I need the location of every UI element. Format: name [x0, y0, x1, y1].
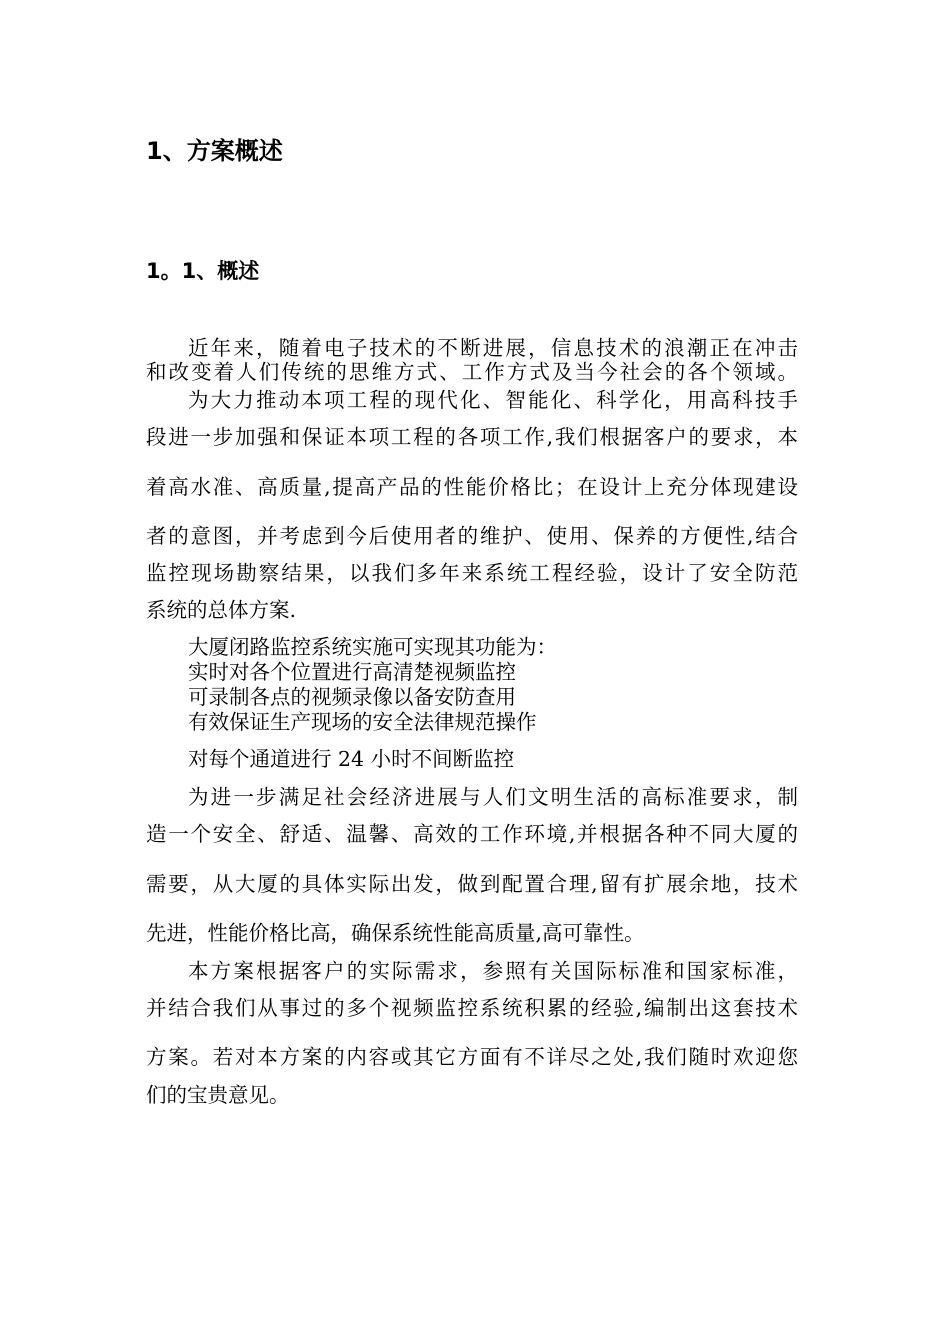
list-item: 可录制各点的视频录像以备安防查用 — [188, 685, 516, 709]
list-item: 有效保证生产现场的安全法律规范操作 — [188, 710, 537, 734]
paragraph-line: 为大力推动本项工程的现代化、智能化、科学化，用高科技手 — [188, 388, 798, 412]
paragraph-line: 本方案根据客户的实际需求，参照有关国际标准和国家标准， — [188, 959, 798, 983]
paragraph-line: 和改变着人们传统的思维方式、工作方式及当今社会的各个领域。 — [146, 360, 798, 384]
paragraph-line: 需要，从大厦的具体实际出发，做到配置合理,留有扩展余地，技术 — [146, 872, 798, 896]
subsection-heading: 1。1、概述 — [146, 259, 260, 283]
paragraph-line: 为进一步满足社会经济进展与人们文明生活的高标准要求，制 — [188, 785, 798, 809]
section-heading: 1、方案概述 — [146, 137, 283, 165]
paragraph-line: 造一个安全、舒适、温馨、高效的工作环境,并根据各种不同大厦的 — [146, 822, 798, 846]
paragraph-line: 方案。若对本方案的内容或其它方面有不详尽之处,我们随时欢迎您 — [146, 1045, 798, 1069]
paragraph-line: 着高水准、高质量,提高产品的性能价格比；在设计上充分体现建设 — [146, 475, 798, 499]
paragraph-line: 段进一步加强和保证本项工程的各项工作,我们根据客户的要求，本 — [146, 425, 798, 449]
paragraph-line: 者的意图，并考虑到今后使用者的维护、使用、保养的方便性,结合 — [146, 524, 798, 548]
paragraph-line: 近年来，随着电子技术的不断进展，信息技术的浪潮正在冲击 — [188, 336, 798, 360]
list-item: 对每个通道进行 24 小时不间断监控 — [188, 747, 515, 771]
list-intro: 大厦闭路监控系统实施可实现其功能为： — [188, 635, 557, 659]
paragraph-line: 并结合我们从事过的多个视频监控系统积累的经验,编制出这套技术 — [146, 996, 798, 1020]
paragraph-line: 先进，性能价格比高，确保系统性能高质量,高可靠性。 — [146, 921, 645, 945]
paragraph-line: 监控现场勘察结果，以我们多年来系统工程经验，设计了安全防范 — [146, 561, 798, 585]
list-item: 实时对各个位置进行高清楚视频监控 — [188, 660, 516, 684]
paragraph-line: 系统的总体方案. — [146, 598, 297, 622]
paragraph-line: 们的宝贵意见。 — [146, 1083, 290, 1107]
